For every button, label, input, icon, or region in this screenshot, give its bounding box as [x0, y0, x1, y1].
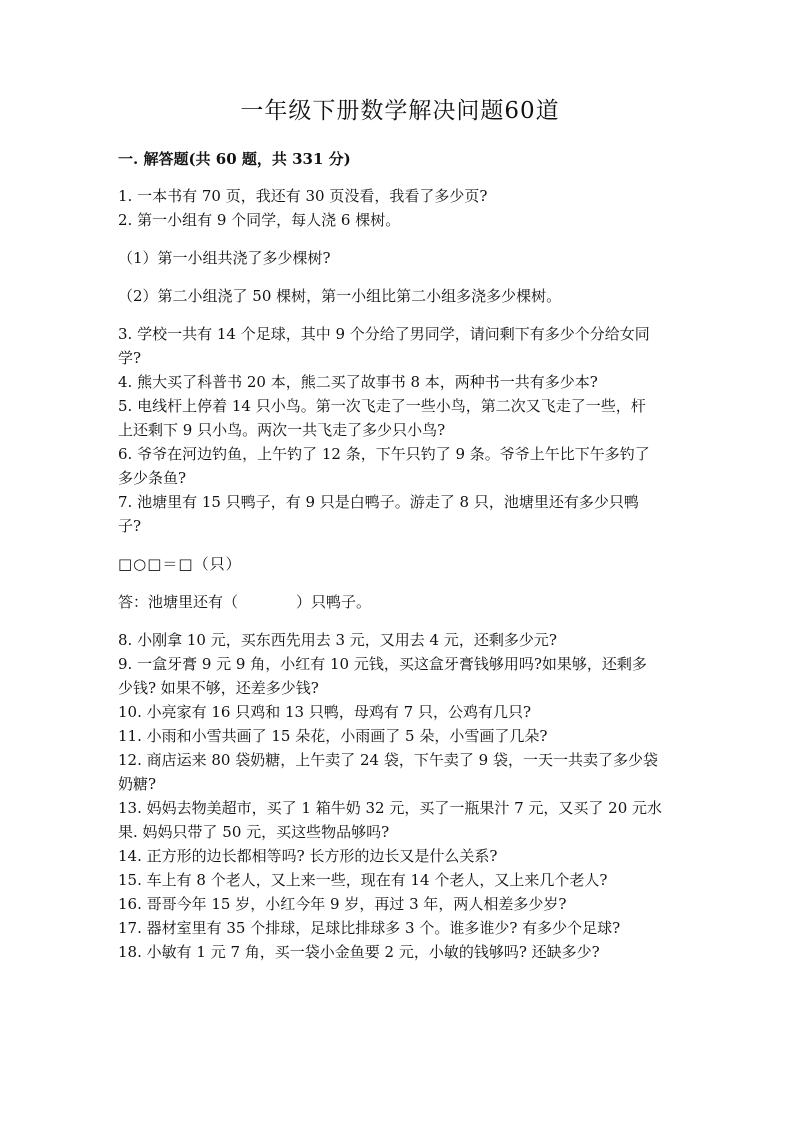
problem-2: 2. 第一小组有 9 个同学，每人浇 6 棵树。: [118, 211, 401, 229]
problem-5-line-2: 上还剩下 9 只小鸟。两次一共飞走了多少只小鸟?: [118, 421, 446, 439]
problem-8: 8. 小刚拿 10 元，买东西先用去 3 元，又用去 4 元，还剩多少元?: [118, 631, 557, 649]
problem-2-part-1: （1）第一小组共浇了多少棵树?: [118, 249, 331, 267]
problem-9-line-1: 9. 一盒牙膏 9 元 9 角，小红有 10 元钱，买这盒牙膏钱够用吗?如果够，还剩多: [118, 655, 647, 673]
problem-11: 11. 小雨和小雪共画了 15 朵花，小雨画了 5 朵，小雪画了几朵?: [118, 727, 548, 745]
answer-prefix: 答：池塘里还有（: [118, 593, 239, 611]
problem-13-line-2: 果. 妈妈只带了 50 元，买这些物品够吗?: [118, 823, 390, 841]
problem-13-line-1: 13. 妈妈去物美超市，买了 1 箱牛奶 32 元，买了一瓶果汁 7 元，又买了 20 元水: [118, 799, 663, 817]
problem-9-line-2: 少钱? 如果不够，还差多少钱?: [118, 679, 319, 697]
problem-7-answer: [118, 590, 688, 614]
problem-12-line-1: 12. 商店运来 80 袋奶糖，上午卖了 24 袋，下午卖了 9 袋，一天一共卖了多少袋: [118, 751, 658, 769]
problem-list: [118, 184, 688, 964]
answer-suffix: ）只鸭子。: [296, 593, 372, 611]
problem-12-line-2: 奶糖?: [118, 775, 157, 793]
problem-16: 16. 哥哥今年 15 岁，小红今年 9 岁，再过 3 年，两人相差多少岁?: [118, 895, 567, 913]
problem-18: 18. 小敏有 1 元 7 角，买一袋小金鱼要 2 元，小敏的钱够吗? 还缺多少?: [118, 943, 600, 961]
problem-17: 17. 器材室里有 35 个排球，足球比排球多 3 个。谁多谁少? 有多少个足球?: [118, 919, 621, 937]
page-title: 一年级下册数学解决问题60道: [240, 98, 560, 124]
problem-7-equation: □○□＝□（只）: [118, 555, 242, 573]
problem-3-line-2: 学?: [118, 349, 142, 367]
problem-10: 10. 小亮家有 16 只鸡和 13 只鸭，母鸡有 7 只，公鸡有几只?: [118, 703, 531, 721]
problem-3-line-1: 3. 学校一共有 14 个足球，其中 9 个分给了男同学，请问剩下有多少个分给女同: [118, 325, 650, 343]
problem-1: 1. 一本书有 70 页，我还有 30 页没看，我看了多少页?: [118, 187, 488, 205]
problem-7-line-2: 子?: [118, 517, 142, 535]
problem-7-line-1: 7. 池塘里有 15 只鸭子，有 9 只是白鸭子。游走了 8 只，池塘里还有多少只鸭: [118, 493, 639, 511]
problem-6-line-2: 多少条鱼?: [118, 469, 187, 487]
problem-4: 4. 熊大买了科普书 20 本，熊二买了故事书 8 本，两种书一共有多少本?: [118, 373, 598, 391]
problem-2-part-2: （2）第二小组浇了 50 棵树，第一小组比第二小组多浇多少棵树。: [118, 287, 562, 305]
problem-5-line-1: 5. 电线杆上停着 14 只小鸟。第一次飞走了一些小鸟，第二次又飞走了一些，杆: [118, 397, 646, 415]
problem-6-line-1: 6. 爷爷在河边钓鱼，上午钓了 12 条，下午只钓了 9 条。爷爷上午比下午多钓了: [118, 445, 650, 463]
problem-14: 14. 正方形的边长都相等吗? 长方形的边长又是什么关系?: [118, 847, 498, 865]
section-heading: 一. 解答题(共 60 题，共 331 分): [118, 150, 351, 168]
problem-15: 15. 车上有 8 个老人，又上来一些，现在有 14 个老人，又上来几个老人?: [118, 871, 608, 889]
